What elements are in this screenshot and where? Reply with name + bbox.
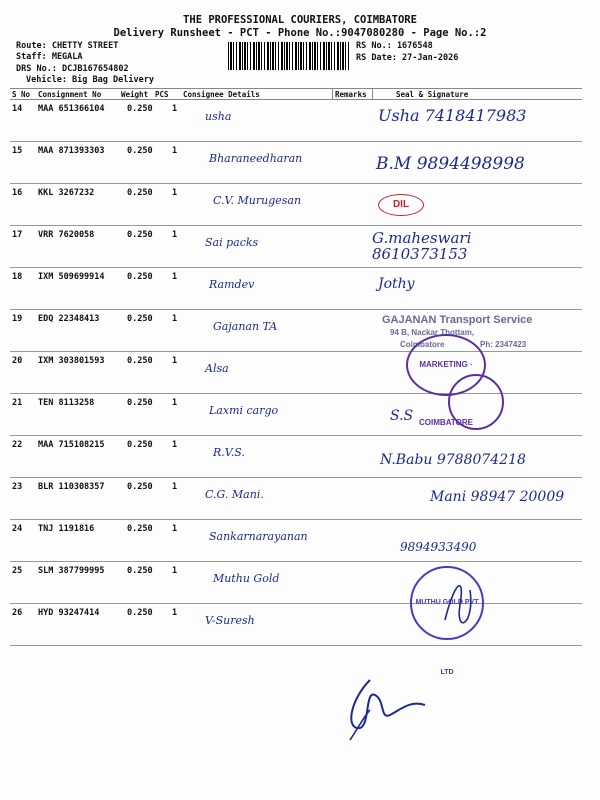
row-pcs: 1: [172, 524, 178, 534]
row-weight: 0.250: [127, 188, 153, 198]
row-consignment-no: MAA 651366104: [38, 104, 105, 114]
signature-scribble-25: [440, 570, 480, 630]
row-sno: 14: [12, 104, 23, 114]
row-sno: 17: [12, 230, 23, 240]
barcode: [228, 42, 350, 70]
row-sno: 18: [12, 272, 23, 282]
row-weight: 0.250: [127, 524, 153, 534]
col-seal-signature: Seal & Signature: [396, 90, 469, 99]
signature-row-15: B.M 9894498998: [376, 154, 525, 174]
col-remarks: Remarks: [335, 90, 367, 99]
row-consignee: Sankarnarayanan: [209, 530, 308, 543]
col-consignee: Consignee Details: [183, 90, 260, 99]
signature-row-18: Jothy: [378, 276, 415, 292]
row-weight: 0.250: [127, 230, 153, 240]
row-consignee: Laxmi cargo: [209, 404, 279, 417]
col-consignment: Consignment No: [38, 90, 102, 99]
row-consignment-no: MAA 715108215: [38, 440, 105, 450]
row-pcs: 1: [172, 314, 178, 324]
row-weight: 0.250: [127, 314, 153, 324]
row-consignee: Sai packs: [205, 236, 259, 249]
marketing-round-stamp: MARKETING · COIMBATORE: [406, 334, 486, 396]
row-consignee: Ramdev: [209, 278, 255, 291]
row-consignment-no: SLM 387799995: [38, 566, 105, 576]
signature-row-21: S.S: [390, 408, 414, 424]
row-pcs: 1: [172, 272, 178, 282]
runsheet-subtitle: Delivery Runsheet - PCT - Phone No.:9047080280 - Page No.:2: [113, 27, 487, 39]
table-row: [10, 604, 582, 646]
signature-row-22: N.Babu 9788074218: [380, 452, 526, 468]
row-pcs: 1: [172, 230, 178, 240]
signature-row-24: 9894933490: [400, 540, 477, 554]
row-sno: 25: [12, 566, 23, 576]
gajanan-stamp-city: Coimbatore: [400, 340, 445, 349]
row-consignment-no: IXM 303801593: [38, 356, 105, 366]
row-consignee: Muthu Gold: [213, 572, 280, 585]
row-sno: 21: [12, 398, 23, 408]
row-consignment-no: TEN 8113258: [38, 398, 95, 408]
row-pcs: 1: [172, 482, 178, 492]
row-sno: 26: [12, 608, 23, 618]
vehicle-label: Vehicle: Big Bag Delivery: [26, 75, 154, 85]
company-title: THE PROFESSIONAL COURIERS, COIMBATORE: [183, 14, 417, 26]
row-consignment-no: KKL 3267232: [38, 188, 95, 198]
signature-row-16: DIL: [378, 194, 424, 216]
row-pcs: 1: [172, 104, 178, 114]
row-sno: 24: [12, 524, 23, 534]
staff-signature: [330, 670, 450, 745]
row-weight: 0.250: [127, 566, 153, 576]
row-consignment-no: IXM 509699914: [38, 272, 105, 282]
signature-row-23: Mani 98947 20009: [430, 489, 565, 505]
muthu-gold-stamp: MUTHU GOLD PVT LTD: [410, 566, 484, 640]
col-weight: Weight: [121, 90, 149, 99]
rs-date: RS Date: 27-Jan-2026: [356, 53, 459, 63]
row-consignee: Bharaneedharan: [209, 152, 303, 165]
row-consignment-no: EDQ 22348413: [38, 314, 100, 324]
row-pcs: 1: [172, 188, 178, 198]
row-weight: 0.250: [127, 272, 153, 282]
row-consignment-no: HYD 93247414: [38, 608, 100, 618]
row-consignee: C.V. Murugesan: [213, 194, 302, 207]
row-pcs: 1: [172, 608, 178, 618]
table-row: [10, 562, 582, 604]
col-pcs: PCS: [155, 90, 169, 99]
row-weight: 0.250: [127, 398, 153, 408]
row-sno: 15: [12, 146, 23, 156]
row-consignee: R.V.S.: [213, 446, 245, 459]
row-consignment-no: VRR 7620058: [38, 230, 95, 240]
row-sno: 22: [12, 440, 23, 450]
row-pcs: 1: [172, 356, 178, 366]
row-pcs: 1: [172, 566, 178, 576]
row-weight: 0.250: [127, 482, 153, 492]
row-sno: 23: [12, 482, 23, 492]
row-weight: 0.250: [127, 356, 153, 366]
seal-divider: [372, 88, 373, 99]
row-sno: 19: [12, 314, 23, 324]
row-consignee: Alsa: [205, 362, 229, 375]
header-top-rule: [10, 88, 582, 89]
row-consignee: Gajanan TA: [213, 320, 278, 333]
row-weight: 0.250: [127, 608, 153, 618]
gajanan-stamp-phone: Ph: 2347423: [480, 340, 527, 349]
table-row: [10, 520, 582, 562]
row-pcs: 1: [172, 398, 178, 408]
route-label: Route: CHETTY STREET: [16, 41, 119, 51]
row-consignee: usha: [205, 110, 232, 123]
signature-row-14: Usha 7418417983: [378, 106, 527, 125]
scribble-circle: [448, 374, 504, 430]
remarks-divider: [332, 88, 333, 99]
gajanan-stamp-address: 94 B, Nackar Thottam,: [390, 328, 475, 337]
row-weight: 0.250: [127, 146, 153, 156]
row-pcs: 1: [172, 440, 178, 450]
row-consignee: C.G. Mani.: [205, 488, 264, 501]
gajanan-stamp-title: GAJANAN Transport Service: [382, 314, 533, 326]
row-pcs: 1: [172, 146, 178, 156]
table-row: [10, 268, 582, 310]
col-sno: S No: [12, 90, 31, 99]
drs-label: DRS No.: DCJB167654802: [16, 64, 129, 74]
row-sno: 16: [12, 188, 23, 198]
row-weight: 0.250: [127, 440, 153, 450]
table-row: [10, 184, 582, 226]
signature-row-17: G.maheswari 8610373153: [372, 229, 472, 263]
row-sno: 20: [12, 356, 23, 366]
row-rule: [10, 645, 582, 646]
row-consignment-no: MAA 871393303: [38, 146, 105, 156]
rs-number: RS No.: 1676548: [356, 41, 433, 51]
row-weight: 0.250: [127, 104, 153, 114]
row-consignment-no: BLR 110308357: [38, 482, 105, 492]
row-consignment-no: TNJ 1191816: [38, 524, 95, 534]
row-consignee: V-Suresh: [205, 614, 255, 627]
staff-label: Staff: MEGALA: [16, 52, 83, 62]
